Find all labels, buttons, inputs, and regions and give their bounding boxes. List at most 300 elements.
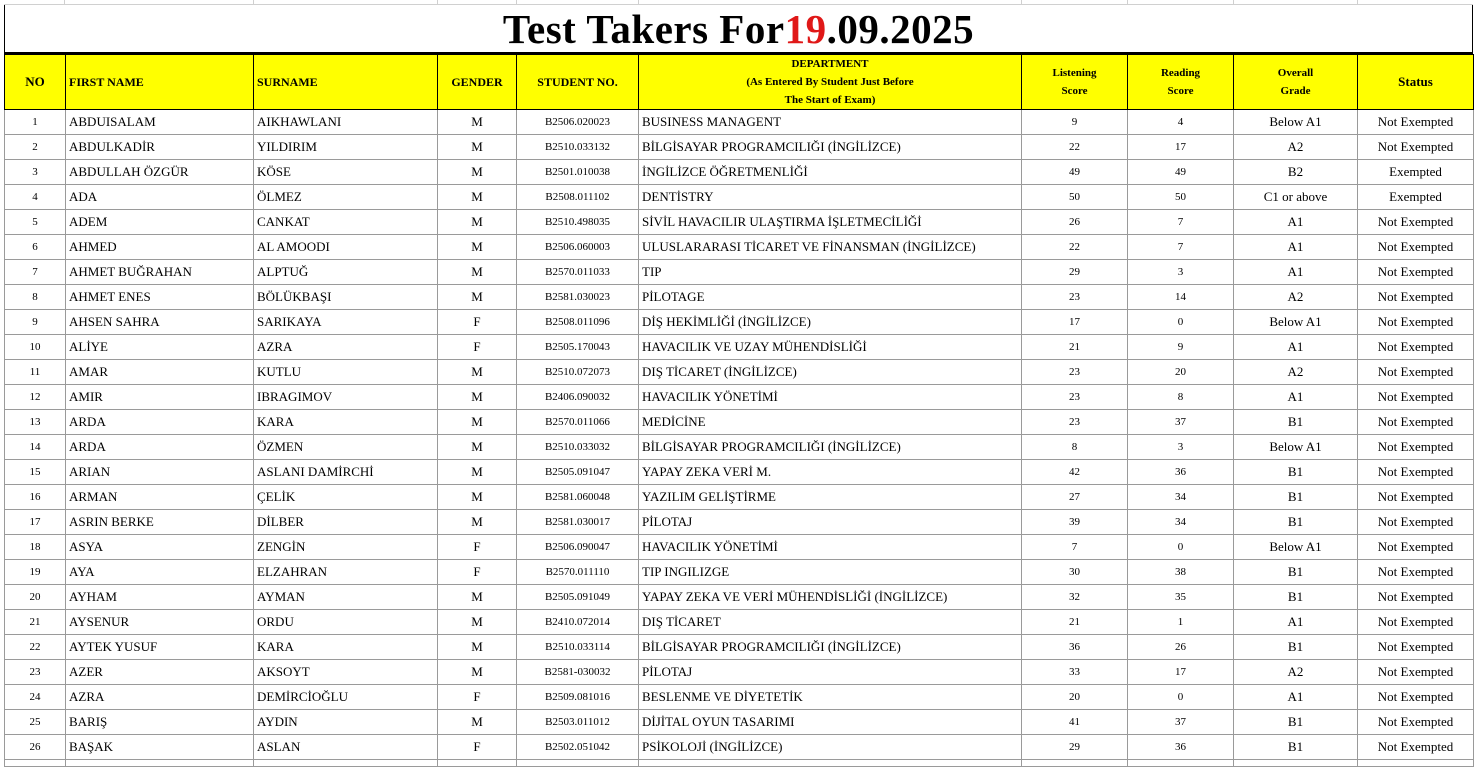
cell-empty[interactable] — [254, 760, 438, 767]
cell-first-name[interactable]: AZRA — [66, 685, 254, 710]
cell-reading[interactable]: 17 — [1128, 660, 1234, 685]
cell-reading[interactable]: 38 — [1128, 560, 1234, 585]
test-takers-table — [4, 54, 1474, 767]
cell-status[interactable]: Not Exempted — [1358, 385, 1474, 410]
cell-listening[interactable]: 27 — [1022, 485, 1128, 510]
cell-surname[interactable]: AIKHAWLANI — [254, 110, 438, 135]
cell-surname[interactable]: AZRA — [254, 335, 438, 360]
cell-student-no[interactable]: B2410.072014 — [517, 610, 639, 635]
cell-department[interactable]: HAVACILIK YÖNETİMİ — [639, 535, 1022, 560]
cell-listening[interactable]: 22 — [1022, 135, 1128, 160]
cell-surname[interactable]: AKSOYT — [254, 660, 438, 685]
cell-no[interactable]: 6 — [5, 235, 66, 260]
cell-department[interactable]: DIŞ TİCARET (İNGİLİZCE) — [639, 360, 1022, 385]
cell-reading[interactable]: 1 — [1128, 610, 1234, 635]
cell-department[interactable]: YAPAY ZEKA VE VERİ MÜHENDİSLİĞİ (İNGİLİZCE) — [639, 585, 1022, 610]
cell-status[interactable]: Not Exempted — [1358, 610, 1474, 635]
cell-status[interactable]: Not Exempted — [1358, 735, 1474, 760]
cell-surname[interactable]: YILDIRIM — [254, 135, 438, 160]
cell-status[interactable]: Not Exempted — [1358, 260, 1474, 285]
cell-grade[interactable]: A1 — [1234, 385, 1358, 410]
cell-gender[interactable]: M — [438, 485, 517, 510]
cell-status[interactable]: Not Exempted — [1358, 585, 1474, 610]
cell-status[interactable]: Not Exempted — [1358, 710, 1474, 735]
cell-no[interactable]: 18 — [5, 535, 66, 560]
cell-gender[interactable]: M — [438, 260, 517, 285]
cell-department[interactable]: BİLGİSAYAR PROGRAMCILIĞI (İNGİLİZCE) — [639, 435, 1022, 460]
cell-listening[interactable]: 49 — [1022, 160, 1128, 185]
cell-listening[interactable]: 50 — [1022, 185, 1128, 210]
cell-department[interactable]: DENTİSTRY — [639, 185, 1022, 210]
cell-student-no[interactable]: B2505.091047 — [517, 460, 639, 485]
cell-first-name[interactable]: ADEM — [66, 210, 254, 235]
cell-department[interactable]: YAZILIM GELİŞTİRME — [639, 485, 1022, 510]
cell-surname[interactable]: ASLANI DAMİRCHİ — [254, 460, 438, 485]
cell-department[interactable]: DIŞ TİCARET — [639, 610, 1022, 635]
cell-department[interactable]: HAVACILIK YÖNETİMİ — [639, 385, 1022, 410]
header-department-line3: The Start of Exam) — [784, 94, 876, 106]
table-row — [5, 135, 1474, 160]
cell-reading[interactable]: 34 — [1128, 485, 1234, 510]
cell-no[interactable]: 4 — [5, 185, 66, 210]
cell-department[interactable]: BUSINESS MANAGENT — [639, 110, 1022, 135]
cell-status[interactable]: Not Exempted — [1358, 110, 1474, 135]
cell-gender[interactable]: M — [438, 385, 517, 410]
cell-no[interactable]: 11 — [5, 360, 66, 385]
cell-first-name[interactable]: ASYA — [66, 535, 254, 560]
cell-department[interactable]: BESLENME VE DİYETETİK — [639, 685, 1022, 710]
cell-no[interactable]: 20 — [5, 585, 66, 610]
cell-student-no[interactable]: B2510.033032 — [517, 435, 639, 460]
cell-status[interactable]: Not Exempted — [1358, 685, 1474, 710]
cell-grade[interactable]: A2 — [1234, 135, 1358, 160]
cell-gender[interactable]: F — [438, 560, 517, 585]
cell-listening[interactable]: 17 — [1022, 310, 1128, 335]
cell-reading[interactable]: 37 — [1128, 710, 1234, 735]
cell-status[interactable]: Not Exempted — [1358, 660, 1474, 685]
cell-no[interactable]: 5 — [5, 210, 66, 235]
table-row — [5, 235, 1474, 260]
cell-first-name[interactable]: ABDUISALAM — [66, 110, 254, 135]
cell-reading[interactable]: 37 — [1128, 410, 1234, 435]
cell-no[interactable]: 17 — [5, 510, 66, 535]
header-surname[interactable]: SURNAME — [254, 55, 438, 110]
cell-grade[interactable]: A2 — [1234, 660, 1358, 685]
cell-no[interactable]: 13 — [5, 410, 66, 435]
cell-surname[interactable]: ZENGİN — [254, 535, 438, 560]
cell-grade[interactable]: B1 — [1234, 585, 1358, 610]
cell-surname[interactable]: KARA — [254, 635, 438, 660]
cell-first-name[interactable]: ARDA — [66, 410, 254, 435]
cell-surname[interactable]: IBRAGIMOV — [254, 385, 438, 410]
cell-status[interactable]: Not Exempted — [1358, 510, 1474, 535]
title-date-red: 19 — [784, 5, 827, 52]
cell-student-no[interactable]: B2406.090032 — [517, 385, 639, 410]
table-row — [5, 360, 1474, 385]
cell-reading[interactable]: 7 — [1128, 235, 1234, 260]
cell-student-no[interactable]: B2502.051042 — [517, 735, 639, 760]
cell-first-name[interactable]: ASRIN BERKE — [66, 510, 254, 535]
cell-status[interactable]: Not Exempted — [1358, 635, 1474, 660]
cell-empty[interactable] — [1022, 760, 1128, 767]
cell-student-no[interactable]: B2505.170043 — [517, 335, 639, 360]
cell-first-name[interactable]: ARMAN — [66, 485, 254, 510]
cell-no[interactable]: 23 — [5, 660, 66, 685]
cell-department[interactable]: PİLOTAJ — [639, 510, 1022, 535]
cell-first-name[interactable]: AYA — [66, 560, 254, 585]
cell-no[interactable]: 14 — [5, 435, 66, 460]
cell-first-name[interactable]: ABDULLAH ÖZGÜR — [66, 160, 254, 185]
cell-listening[interactable]: 33 — [1022, 660, 1128, 685]
cell-status[interactable]: Not Exempted — [1358, 360, 1474, 385]
cell-grade[interactable]: B1 — [1234, 510, 1358, 535]
cell-department[interactable]: BİLGİSAYAR PROGRAMCILIĞI (İNGİLİZCE) — [639, 635, 1022, 660]
cell-surname[interactable]: KÖSE — [254, 160, 438, 185]
cell-student-no[interactable]: B2581-030032 — [517, 660, 639, 685]
cell-reading[interactable]: 35 — [1128, 585, 1234, 610]
cell-grade[interactable]: B1 — [1234, 560, 1358, 585]
cell-no[interactable]: 7 — [5, 260, 66, 285]
header-first-name[interactable]: FIRST NAME — [66, 55, 254, 110]
cell-student-no[interactable]: B2581.030023 — [517, 285, 639, 310]
cell-grade[interactable]: A1 — [1234, 260, 1358, 285]
cell-no[interactable]: 9 — [5, 310, 66, 335]
cell-status[interactable]: Not Exempted — [1358, 310, 1474, 335]
cell-first-name[interactable]: ARIAN — [66, 460, 254, 485]
cell-student-no[interactable]: B2570.011110 — [517, 560, 639, 585]
cell-listening[interactable]: 23 — [1022, 285, 1128, 310]
cell-reading[interactable]: 0 — [1128, 685, 1234, 710]
cell-department[interactable]: YAPAY ZEKA VERİ M. — [639, 460, 1022, 485]
header-reading-score[interactable] — [1128, 55, 1234, 110]
cell-surname[interactable]: KARA — [254, 410, 438, 435]
cell-empty[interactable] — [639, 760, 1022, 767]
cell-listening[interactable]: 29 — [1022, 735, 1128, 760]
cell-reading[interactable]: 4 — [1128, 110, 1234, 135]
top-grid-strip — [4, 0, 1473, 5]
cell-first-name[interactable]: BARIŞ — [66, 710, 254, 735]
cell-empty[interactable] — [517, 760, 639, 767]
cell-status[interactable]: Exempted — [1358, 160, 1474, 185]
cell-gender[interactable]: F — [438, 735, 517, 760]
header-no[interactable]: NO — [5, 55, 66, 110]
cell-department[interactable]: BİLGİSAYAR PROGRAMCILIĞI (İNGİLİZCE) — [639, 135, 1022, 160]
table-row — [5, 385, 1474, 410]
cell-no[interactable]: 26 — [5, 735, 66, 760]
cell-no[interactable]: 3 — [5, 160, 66, 185]
cell-listening[interactable]: 42 — [1022, 460, 1128, 485]
cell-first-name[interactable]: AMIR — [66, 385, 254, 410]
cell-gender[interactable]: M — [438, 135, 517, 160]
cell-status[interactable]: Not Exempted — [1358, 210, 1474, 235]
cell-grade[interactable]: B1 — [1234, 710, 1358, 735]
cell-gender[interactable]: M — [438, 435, 517, 460]
cell-status[interactable]: Not Exempted — [1358, 410, 1474, 435]
cell-first-name[interactable]: ADA — [66, 185, 254, 210]
cell-student-no[interactable]: B2503.011012 — [517, 710, 639, 735]
cell-listening[interactable]: 41 — [1022, 710, 1128, 735]
cell-gender[interactable]: M — [438, 210, 517, 235]
cell-first-name[interactable]: ABDULKADİR — [66, 135, 254, 160]
cell-student-no[interactable]: B2505.091049 — [517, 585, 639, 610]
cell-grade[interactable]: A2 — [1234, 285, 1358, 310]
cell-surname[interactable]: AL AMOODI — [254, 235, 438, 260]
cell-surname[interactable]: DİLBER — [254, 510, 438, 535]
cell-department[interactable]: DİŞ HEKİMLİĞİ (İNGİLİZCE) — [639, 310, 1022, 335]
cell-grade[interactable]: Below A1 — [1234, 535, 1358, 560]
cell-student-no[interactable]: B2581.030017 — [517, 510, 639, 535]
cell-gender[interactable]: F — [438, 335, 517, 360]
cell-listening[interactable]: 7 — [1022, 535, 1128, 560]
cell-student-no[interactable]: B2506.020023 — [517, 110, 639, 135]
cell-student-no[interactable]: B2510.033132 — [517, 135, 639, 160]
cell-listening[interactable]: 8 — [1022, 435, 1128, 460]
cell-gender[interactable]: M — [438, 585, 517, 610]
cell-grade[interactable]: B1 — [1234, 735, 1358, 760]
cell-student-no[interactable]: B2509.081016 — [517, 685, 639, 710]
cell-gender[interactable]: M — [438, 710, 517, 735]
header-department[interactable] — [639, 55, 1022, 110]
cell-surname[interactable]: ÖZMEN — [254, 435, 438, 460]
cell-no[interactable]: 8 — [5, 285, 66, 310]
cell-first-name[interactable]: AYHAM — [66, 585, 254, 610]
cell-no[interactable]: 24 — [5, 685, 66, 710]
cell-first-name[interactable]: AHMED — [66, 235, 254, 260]
cell-status[interactable]: Not Exempted — [1358, 535, 1474, 560]
cell-no[interactable]: 15 — [5, 460, 66, 485]
cell-grade[interactable]: A1 — [1234, 685, 1358, 710]
cell-gender[interactable]: M — [438, 460, 517, 485]
cell-no[interactable]: 21 — [5, 610, 66, 635]
cell-gender[interactable]: M — [438, 660, 517, 685]
cell-student-no[interactable]: B2508.011096 — [517, 310, 639, 335]
cell-grade[interactable]: C1 or above — [1234, 185, 1358, 210]
cell-department[interactable]: ULUSLARARASI TİCARET VE FİNANSMAN (İNGİLİZCE) — [639, 235, 1022, 260]
cell-listening[interactable]: 23 — [1022, 385, 1128, 410]
cell-department[interactable]: PSİKOLOJİ (İNGİLİZCE) — [639, 735, 1022, 760]
cell-department[interactable]: TIP — [639, 260, 1022, 285]
cell-gender[interactable]: M — [438, 410, 517, 435]
cell-surname[interactable]: AYDIN — [254, 710, 438, 735]
cell-department[interactable]: PİLOTAGE — [639, 285, 1022, 310]
cell-student-no[interactable]: B2581.060048 — [517, 485, 639, 510]
cell-empty[interactable] — [5, 760, 66, 767]
cell-surname[interactable]: DEMİRCİOĞLU — [254, 685, 438, 710]
cell-empty[interactable] — [1234, 760, 1358, 767]
cell-reading[interactable]: 0 — [1128, 310, 1234, 335]
cell-reading[interactable]: 50 — [1128, 185, 1234, 210]
header-listening-score[interactable] — [1022, 55, 1128, 110]
cell-student-no[interactable]: B2570.011066 — [517, 410, 639, 435]
cell-surname[interactable]: BÖLÜKBAŞI — [254, 285, 438, 310]
table-row — [5, 435, 1474, 460]
table-row — [5, 160, 1474, 185]
cell-grade[interactable]: B1 — [1234, 635, 1358, 660]
cell-first-name[interactable]: ALİYE — [66, 335, 254, 360]
cell-grade[interactable]: Below A1 — [1234, 435, 1358, 460]
cell-grade[interactable]: A1 — [1234, 335, 1358, 360]
table-row — [5, 110, 1474, 135]
header-overall-line1: Overall — [1277, 67, 1314, 79]
cell-gender[interactable]: M — [438, 360, 517, 385]
cell-surname[interactable]: CANKAT — [254, 210, 438, 235]
cell-gender[interactable]: M — [438, 610, 517, 635]
table-row — [5, 335, 1474, 360]
cell-surname[interactable]: AYMAN — [254, 585, 438, 610]
cell-listening[interactable]: 22 — [1022, 235, 1128, 260]
cell-listening[interactable]: 26 — [1022, 210, 1128, 235]
cell-empty[interactable] — [1358, 760, 1474, 767]
cell-reading[interactable]: 36 — [1128, 735, 1234, 760]
cell-reading[interactable]: 36 — [1128, 460, 1234, 485]
cell-listening[interactable]: 21 — [1022, 335, 1128, 360]
cell-grade[interactable]: B1 — [1234, 485, 1358, 510]
cell-student-no[interactable]: B2501.010038 — [517, 160, 639, 185]
cell-no[interactable]: 19 — [5, 560, 66, 585]
cell-reading[interactable]: 9 — [1128, 335, 1234, 360]
cell-first-name[interactable]: AMAR — [66, 360, 254, 385]
cell-status[interactable]: Not Exempted — [1358, 285, 1474, 310]
cell-department[interactable]: PİLOTAJ — [639, 660, 1022, 685]
cell-status[interactable]: Not Exempted — [1358, 485, 1474, 510]
cell-listening[interactable]: 21 — [1022, 610, 1128, 635]
cell-reading[interactable]: 8 — [1128, 385, 1234, 410]
cell-surname[interactable]: KUTLU — [254, 360, 438, 385]
cell-first-name[interactable]: AHSEN SAHRA — [66, 310, 254, 335]
cell-no[interactable]: 25 — [5, 710, 66, 735]
cell-gender[interactable]: F — [438, 535, 517, 560]
cell-student-no[interactable]: B2506.060003 — [517, 235, 639, 260]
cell-status[interactable]: Exempted — [1358, 185, 1474, 210]
cell-reading[interactable]: 49 — [1128, 160, 1234, 185]
cell-department[interactable]: DİJİTAL OYUN TASARIMI — [639, 710, 1022, 735]
cell-no[interactable]: 22 — [5, 635, 66, 660]
cell-reading[interactable]: 20 — [1128, 360, 1234, 385]
cell-surname[interactable]: ÖLMEZ — [254, 185, 438, 210]
cell-status[interactable]: Not Exempted — [1358, 460, 1474, 485]
cell-reading[interactable]: 0 — [1128, 535, 1234, 560]
cell-gender[interactable]: F — [438, 310, 517, 335]
cell-department[interactable]: HAVACILIK VE UZAY MÜHENDİSLİĞİ — [639, 335, 1022, 360]
cell-no[interactable]: 12 — [5, 385, 66, 410]
cell-listening[interactable]: 29 — [1022, 260, 1128, 285]
cell-listening[interactable]: 9 — [1022, 110, 1128, 135]
cell-gender[interactable]: M — [438, 160, 517, 185]
cell-gender[interactable]: M — [438, 635, 517, 660]
cell-grade[interactable]: A1 — [1234, 610, 1358, 635]
cell-no[interactable]: 10 — [5, 335, 66, 360]
cell-student-no[interactable]: B2570.011033 — [517, 260, 639, 285]
cell-student-no[interactable]: B2510.033114 — [517, 635, 639, 660]
cell-status[interactable]: Not Exempted — [1358, 235, 1474, 260]
cell-reading[interactable]: 3 — [1128, 435, 1234, 460]
cell-no[interactable]: 1 — [5, 110, 66, 135]
cell-listening[interactable]: 32 — [1022, 585, 1128, 610]
header-status[interactable]: Status — [1358, 55, 1474, 110]
cell-reading[interactable]: 26 — [1128, 635, 1234, 660]
cell-listening[interactable]: 39 — [1022, 510, 1128, 535]
header-gender[interactable]: GENDER — [438, 55, 517, 110]
cell-reading[interactable]: 17 — [1128, 135, 1234, 160]
cell-surname[interactable]: ASLAN — [254, 735, 438, 760]
cell-surname[interactable]: SARIKAYA — [254, 310, 438, 335]
cell-empty[interactable] — [1128, 760, 1234, 767]
cell-student-no[interactable]: B2506.090047 — [517, 535, 639, 560]
cell-no[interactable]: 16 — [5, 485, 66, 510]
cell-no[interactable]: 2 — [5, 135, 66, 160]
cell-grade[interactable]: Below A1 — [1234, 110, 1358, 135]
cell-reading[interactable]: 7 — [1128, 210, 1234, 235]
cell-first-name[interactable]: AZER — [66, 660, 254, 685]
header-reading-line2: Score — [1167, 85, 1194, 97]
cell-reading[interactable]: 14 — [1128, 285, 1234, 310]
cell-listening[interactable]: 36 — [1022, 635, 1128, 660]
cell-reading[interactable]: 34 — [1128, 510, 1234, 535]
cell-grade[interactable]: A1 — [1234, 235, 1358, 260]
cell-listening[interactable]: 30 — [1022, 560, 1128, 585]
cell-first-name[interactable]: AYSENUR — [66, 610, 254, 635]
cell-gender[interactable]: M — [438, 235, 517, 260]
cell-first-name[interactable]: AHMET ENES — [66, 285, 254, 310]
table-row — [5, 310, 1474, 335]
cell-gender[interactable]: M — [438, 510, 517, 535]
cell-first-name[interactable]: ARDA — [66, 435, 254, 460]
header-listening-line2: Score — [1061, 85, 1088, 97]
cell-status[interactable]: Not Exempted — [1358, 435, 1474, 460]
cell-grade[interactable]: Below A1 — [1234, 310, 1358, 335]
table-row — [5, 485, 1474, 510]
cell-grade[interactable]: A1 — [1234, 210, 1358, 235]
header-overall-grade[interactable] — [1234, 55, 1358, 110]
table-row — [5, 285, 1474, 310]
cell-empty[interactable] — [66, 760, 254, 767]
cell-department[interactable]: SİVİL HAVACILIR ULAŞTIRMA İŞLETMECİLİĞİ — [639, 210, 1022, 235]
cell-gender[interactable]: M — [438, 185, 517, 210]
cell-student-no[interactable]: B2510.072073 — [517, 360, 639, 385]
cell-grade[interactable]: A2 — [1234, 360, 1358, 385]
cell-grade[interactable]: B1 — [1234, 460, 1358, 485]
cell-reading[interactable]: 3 — [1128, 260, 1234, 285]
cell-department[interactable]: TIP INGILIZGE — [639, 560, 1022, 585]
cell-grade[interactable]: B2 — [1234, 160, 1358, 185]
cell-empty[interactable] — [438, 760, 517, 767]
cell-student-no[interactable]: B2510.498035 — [517, 210, 639, 235]
cell-listening[interactable]: 23 — [1022, 360, 1128, 385]
cell-status[interactable]: Not Exempted — [1358, 560, 1474, 585]
cell-grade[interactable]: B1 — [1234, 410, 1358, 435]
cell-status[interactable]: Not Exempted — [1358, 335, 1474, 360]
cell-surname[interactable]: ELZAHRAN — [254, 560, 438, 585]
cell-listening[interactable]: 20 — [1022, 685, 1128, 710]
table-row — [5, 685, 1474, 710]
cell-surname[interactable]: ALPTUĞ — [254, 260, 438, 285]
cell-gender[interactable]: M — [438, 110, 517, 135]
cell-status[interactable]: Not Exempted — [1358, 135, 1474, 160]
cell-student-no[interactable]: B2508.011102 — [517, 185, 639, 210]
header-student-no[interactable]: STUDENT NO. — [517, 55, 639, 110]
cell-surname[interactable]: ORDU — [254, 610, 438, 635]
cell-gender[interactable]: F — [438, 685, 517, 710]
cell-listening[interactable]: 23 — [1022, 410, 1128, 435]
cell-gender[interactable]: M — [438, 285, 517, 310]
table-row — [5, 585, 1474, 610]
cell-first-name[interactable]: AHMET BUĞRAHAN — [66, 260, 254, 285]
cell-department[interactable]: MEDİCİNE — [639, 410, 1022, 435]
cell-surname[interactable]: ÇELİK — [254, 485, 438, 510]
cell-first-name[interactable]: AYTEK YUSUF — [66, 635, 254, 660]
cell-first-name[interactable]: BAŞAK — [66, 735, 254, 760]
cell-department[interactable]: İNGİLİZCE ÖĞRETMENLİĞİ — [639, 160, 1022, 185]
